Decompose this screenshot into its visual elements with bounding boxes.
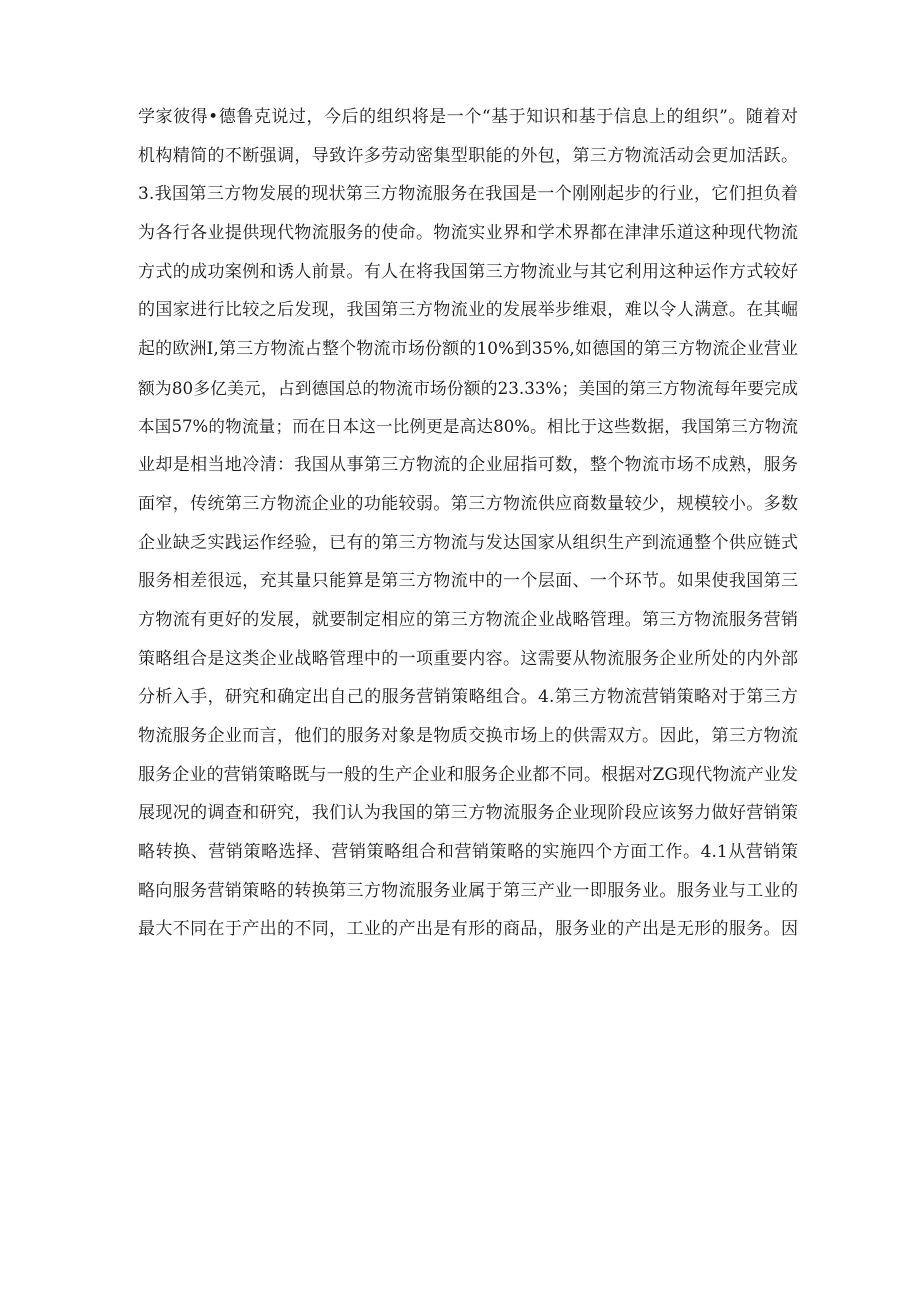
text-line: 企业缺乏实践运作经验，已有的第三方物流与发达国家从组织生产到流通整个供应链式 bbox=[138, 532, 798, 553]
text-line: 略向服务营销策略的转换第三方物流服务业属于第三产业一即服务业。服务业与工业的 bbox=[138, 880, 798, 901]
text-line: 方物流有更好的发展，就要制定相应的第三方物流企业战略管理。第三方物流服务营销 bbox=[138, 609, 798, 630]
text-line: 起的欧洲I,第三方物流占整个物流市场份额的10%到35%,如德国的第三方物流企业营业 bbox=[138, 339, 798, 360]
text-line: 学家彼得•德鲁克说过，今后的组织将是一个“基于知识和基于信息上的组织”。随着对 bbox=[138, 107, 798, 127]
text-line: 3.我国第三方物发展的现状第三方物流服务在我国是一个刚刚起步的行业，它们担负着 bbox=[138, 184, 798, 205]
text-line: 物流服务企业而言，他们的服务对象是物质交换市场上的供需双方。因此，第三方物流 bbox=[138, 726, 798, 746]
text-line: 额为80多亿美元，占到德国总的物流市场份额的23.33%；美国的第三方物流每年要完成 bbox=[138, 377, 798, 398]
text-line: 服务相差很远，充其量只能算是第三方物流中的一个层面、一个环节。如果使我国第三 bbox=[138, 571, 798, 592]
text-line: 策略组合是这类企业战略管理中的一项重要内容。这需要从物流服务企业所处的内外部 bbox=[138, 648, 798, 669]
text-line: 业却是相当地冷清：我国从事第三方物流的企业屈指可数，整个物流市场不成熟，服务 bbox=[138, 455, 798, 476]
text-line: 本国57%的物流量；而在日本这一比例更是高达80%。相比于这些数据，我国第三方物流 bbox=[138, 416, 798, 436]
text-line: 略转换、营销策略选择、营销策略组合和营销策略的实施四个方面工作。4.1从营销策 bbox=[138, 842, 798, 863]
text-line: 面窄，传统第三方物流企业的功能较弱。第三方物流供应商数量较少，规模较小。多数 bbox=[138, 493, 798, 514]
text-line: 方式的成功案例和诱人前景。有人在将我国第三方物流业与其它利用这种运作方式较好 bbox=[138, 261, 798, 282]
text-line: 最大不同在于产出的不同，工业的产出是有形的商品，服务业的产出是无形的服务。因 bbox=[138, 919, 798, 940]
text-line: 展现况的调查和研究，我们认为我国的第三方物流服务企业现阶段应该努力做好营销策 bbox=[138, 803, 798, 824]
text-line: 的国家进行比较之后发现，我国第三方物流业的发展举步维艰，难以令人满意。在其崛 bbox=[138, 300, 798, 321]
text-line: 机构精简的不断强调，导致许多劳动密集型职能的外包，第三方物流活动会更加活跃。 bbox=[138, 145, 798, 166]
text-line: 分析入手，研究和确定出自己的服务营销策略组合。4.第三方物流营销策略对于第三方 bbox=[138, 687, 798, 708]
text-line: 服务企业的营销策略既与一般的生产企业和服务企业都不同。根据对ZG现代物流产业发 bbox=[138, 764, 798, 785]
text-line: 为各行各业提供现代物流服务的使命。物流实业界和学术界都在津津乐道这种现代物流 bbox=[138, 223, 798, 244]
body-text bbox=[138, 98, 798, 949]
